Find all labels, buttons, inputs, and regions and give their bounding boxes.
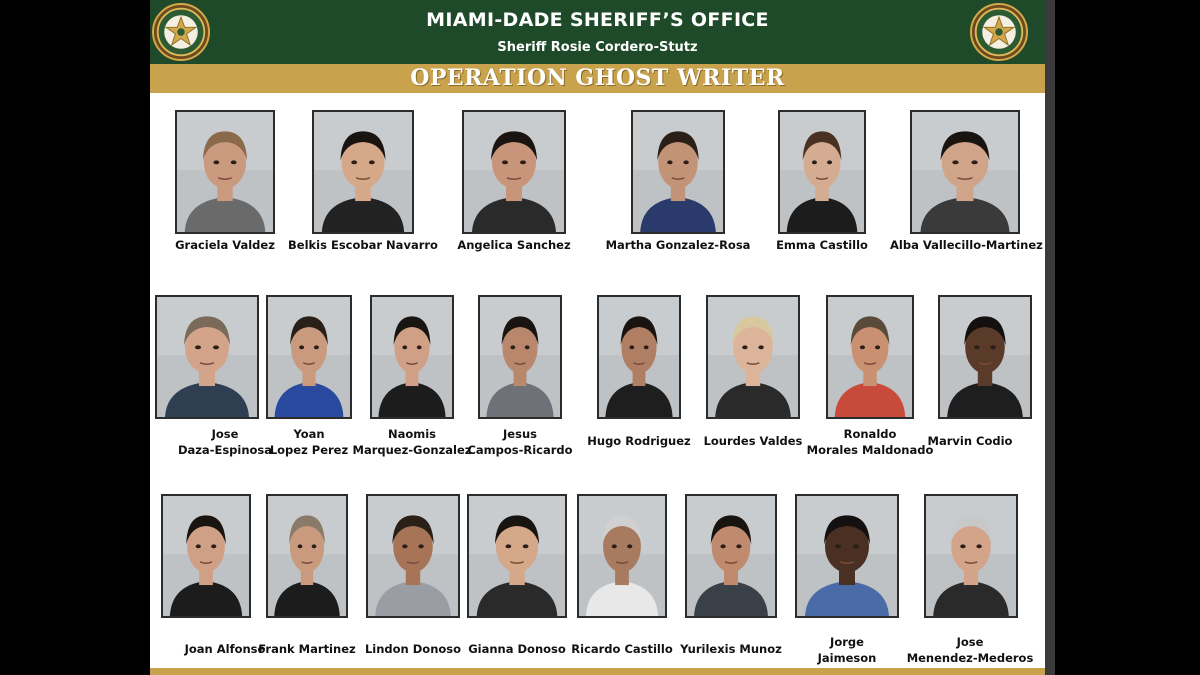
suspect-name-line1: Martha Gonzalez-Rosa [605, 238, 751, 252]
suspect-name [439, 237, 589, 253]
suspect-name-line2: Marquez-Gonzalez [352, 443, 472, 457]
mugshot-photo [910, 110, 1020, 234]
suspect-name-line1: Yurilexis Munoz [680, 642, 782, 656]
operation-title: OPERATION GHOST WRITER [410, 65, 785, 91]
suspect-name [288, 237, 438, 253]
suspect-name-line1: Marvin Codio [927, 434, 1013, 448]
suspect-name-line1: Hugo Rodriguez [587, 434, 691, 448]
suspect-name-line2: Menendez-Mederos [906, 651, 1034, 665]
mugshot-photo [366, 494, 460, 618]
suspect-name-line1: Jose [211, 427, 239, 441]
suspect-name-line1: Emma Castillo [776, 238, 868, 252]
suspect-name [895, 433, 1045, 449]
mugshot-photo [370, 295, 454, 419]
mugshot-photo [161, 494, 251, 618]
suspect-name-line2: Jaimeson [817, 651, 877, 665]
suspect-name-line1: Frank Martinez [258, 642, 356, 656]
mugshot-photo [795, 494, 899, 618]
mugshot-photo [478, 295, 562, 419]
header-bar [150, 0, 1045, 64]
bottom-gold-bar [150, 668, 1045, 675]
suspect-name-line1: Lindon Donoso [364, 642, 462, 656]
suspect-name-line2: Campos-Ricardo [467, 443, 573, 457]
mugshot-photo [826, 295, 914, 419]
mugshot-photo [706, 295, 800, 419]
suspect-name [603, 237, 753, 253]
operation-banner [150, 64, 1045, 93]
mugshot-photo [462, 110, 566, 234]
suspect-name-line1: Yoan [293, 427, 325, 441]
mugshot-photo [685, 494, 777, 618]
sheriff-star-seal-icon [970, 3, 1028, 61]
suspect-name [747, 237, 897, 253]
suspect-name-line1: Graciela Valdez [175, 238, 275, 252]
agency-title: MIAMI-DADE SHERIFF’S OFFICE [426, 9, 769, 31]
suspect-name-line1: Gianna Donoso [468, 642, 566, 656]
mugshot-photo [631, 110, 725, 234]
right-gutter [1045, 0, 1055, 675]
suspect-name-line1: Alba Vallecillo-Martinez [890, 238, 1043, 252]
mugshot-photo [266, 295, 352, 419]
suspect-name-line1: Ronaldo [843, 427, 897, 441]
suspect-name-line1: Angelica Sanchez [457, 238, 571, 252]
sheriff-name: Sheriff Rosie Cordero-Stutz [497, 40, 698, 55]
mugshot-photo [938, 295, 1032, 419]
mugshot-photo [597, 295, 681, 419]
suspect-name-line1: Joan Alfonso [184, 642, 266, 656]
suspect-name-line1: Jorge [830, 635, 864, 649]
mugshot-photo [778, 110, 866, 234]
mugshot-photo [577, 494, 667, 618]
mugshot-photo [467, 494, 567, 618]
suspect-name-line1: Belkis Escobar Navarro [288, 238, 438, 252]
suspect-name-line1: Ricardo Castillo [571, 642, 673, 656]
mugshot-photo [266, 494, 348, 618]
suspect-name [890, 237, 1043, 253]
suspect-name-line1: Lourdes Valdes [703, 434, 803, 448]
suspect-name-line1: Jesus [503, 427, 537, 441]
suspect-name [150, 237, 300, 253]
mugshot-photo [175, 110, 275, 234]
mugshot-photo [155, 295, 259, 419]
suspect-name [895, 634, 1045, 666]
mugshot-photo [312, 110, 414, 234]
suspect-name-line2: Daza-Espinosa [177, 443, 273, 457]
suspect-name-line2: Lopez Perez [269, 443, 349, 457]
mugshot-photo [924, 494, 1018, 618]
suspect-name-line1: Naomis [387, 427, 437, 441]
suspect-name-line2: Morales Maldonado [806, 443, 934, 457]
suspect-name-line1: Jose [956, 635, 984, 649]
wanted-poster [150, 0, 1045, 675]
